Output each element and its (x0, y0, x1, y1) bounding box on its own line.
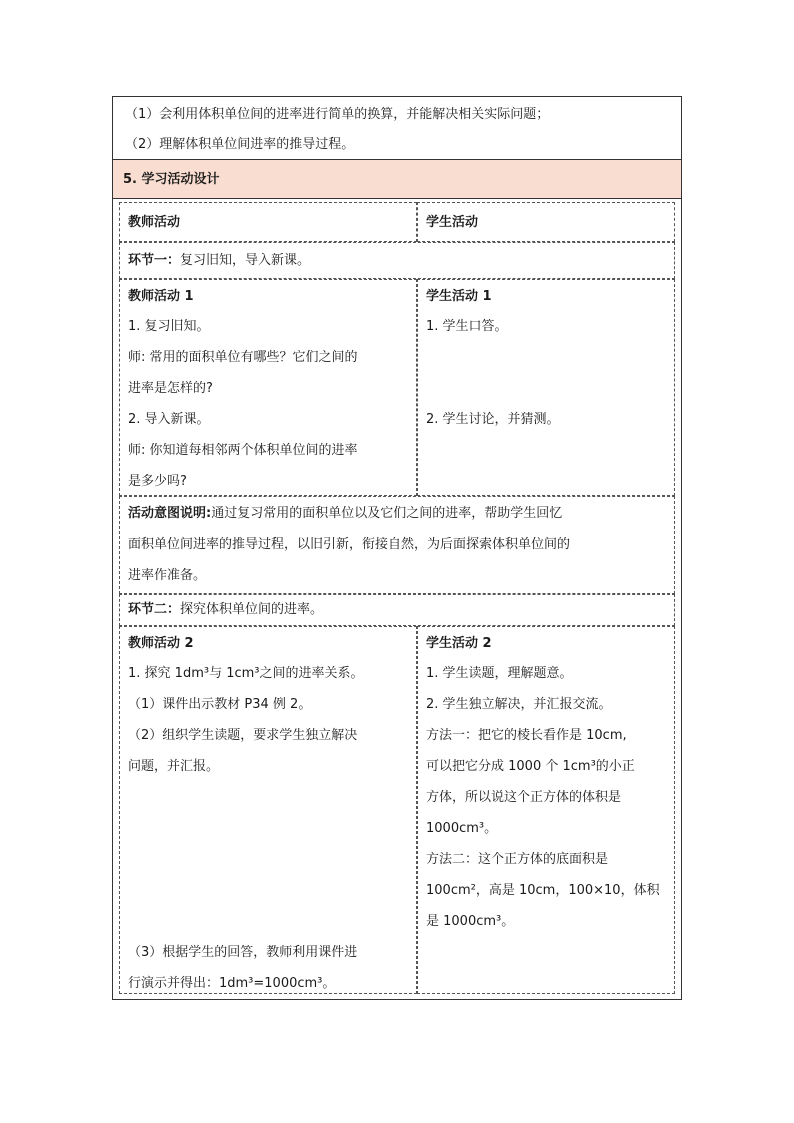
intent-line-1: 活动意图说明:通过复习常用的面积单位以及它们之间的进率，帮助学生回忆 (128, 506, 563, 521)
intent-line-3: 进率作准备。 (128, 568, 207, 583)
teacher-activity-1-cell (119, 279, 417, 496)
student-1-line: 1. 学生口答。 (426, 319, 508, 334)
student-2-line: 方法二：这个正方体的底面积是 (426, 852, 609, 867)
teacher-2-line: 1. 探究 1dm³与 1cm³之间的进率关系。 (128, 666, 364, 681)
student-2-line: 1. 学生读题，理解题意。 (426, 666, 573, 681)
teacher-2-line: （3）根据学生的回答，教师利用课件进 (128, 945, 358, 960)
student-2-line: 100cm²，高是 10cm，100×10，体积 (426, 883, 660, 898)
objectives-section (113, 97, 681, 159)
teacher-1-line: 师: 你知道每相邻两个体积单位间的进率 (128, 443, 358, 458)
student-2-line: 方法一：把它的棱长看作是 10cm, (426, 728, 627, 743)
teacher-activity-2-cell (119, 626, 417, 994)
teacher-activity-1-title: 教师活动 1 (128, 289, 194, 304)
header-teacher-cell (119, 202, 417, 242)
teacher-2-line: （1）课件出示教材 P34 例 2。 (128, 697, 312, 712)
section-5-header (113, 159, 681, 199)
teacher-1-line: 进率是怎样的? (128, 381, 213, 396)
teacher-2-line: （2）组织学生读题，要求学生独立解决 (128, 728, 358, 743)
section-5-title: 5. 学习活动设计 (123, 172, 220, 187)
document-table (112, 96, 682, 1000)
teacher-1-line: 2. 导入新课。 (128, 412, 210, 427)
objective-2: （2）理解体积单位间进率的推导过程。 (125, 137, 355, 152)
teacher-1-line: 师: 常用的面积单位有哪些？它们之间的 (128, 350, 358, 365)
header-student: 学生活动 (426, 215, 479, 230)
link-2-row (119, 594, 675, 626)
student-2-line: 是 1000cm³。 (426, 914, 515, 929)
teacher-activity-2-title: 教师活动 2 (128, 636, 194, 651)
intent-line-2: 面积单位间进率的推导过程，以旧引新，衔接自然，为后面探索体积单位间的 (128, 537, 571, 552)
link-1-text: 环节一：复习旧知，导入新课。 (128, 253, 311, 268)
link-1-row (119, 242, 675, 279)
student-activity-1-title: 学生活动 1 (426, 289, 492, 304)
teacher-1-line: 是多少吗? (128, 474, 187, 489)
link-2-text: 环节二：探究体积单位间的进率。 (128, 602, 324, 617)
activity-table (119, 202, 675, 994)
student-activity-1-cell (417, 279, 675, 496)
teacher-2-line: 问题，并汇报。 (128, 759, 220, 774)
activity-intent-row (119, 496, 675, 594)
student-2-line: 2. 学生独立解决，并汇报交流。 (426, 697, 612, 712)
student-1-line: 2. 学生讨论，并猜测。 (426, 412, 560, 427)
student-2-line: 可以把它分成 1000 个 1cm³的小正 (426, 759, 635, 774)
student-2-line: 1000cm³。 (426, 821, 498, 836)
header-student-cell (417, 202, 675, 242)
teacher-2-line: 行演示并得出：1dm³=1000cm³。 (128, 976, 336, 991)
teacher-1-line: 1. 复习旧知。 (128, 319, 210, 334)
student-2-line: 方体，所以说这个正方体的体积是 (426, 790, 622, 805)
header-teacher: 教师活动 (128, 215, 181, 230)
objective-1: （1）会利用体积单位间的进率进行简单的换算，并能解决相关实际问题； (125, 107, 550, 122)
student-activity-2-cell (417, 626, 675, 994)
student-activity-2-title: 学生活动 2 (426, 636, 492, 651)
